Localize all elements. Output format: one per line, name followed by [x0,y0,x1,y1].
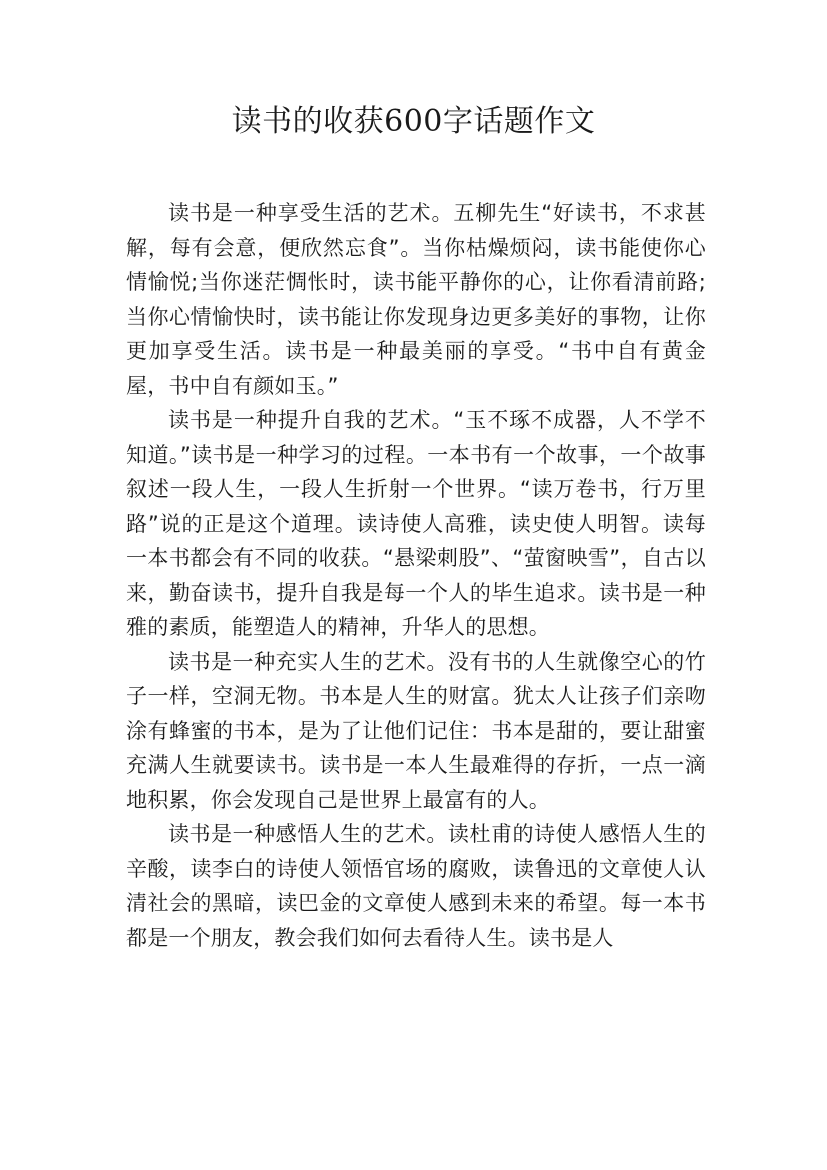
paragraph-2: 读书是一种提升自我的艺术。“玉不琢不成器，人不学不知道。”读书是一种学习的过程。一本书有一个故事，一个故事叙述一段人生，一段人生折射一个世界。“读万卷书，行万里路”说的正是这个道理。读诗使人高雅，读史使人明智。读每一本书都会有不同的收获。“悬梁刺股”、“萤窗映雪”，自古以来，勤奋读书，提升自我是每一个人的毕生追求。读书是一种雅的素质，能塑造人的精神，升华人的思想。 [126,408,706,639]
paragraph-1: 读书是一种享受生活的艺术。五柳先生“好读书，不求甚解，每有会意，便欣然忘食”。当你枯燥烦闷，读书能使你心情愉悦;当你迷茫惆怅时，读书能平静你的心，让你看清前路;当你心情愉快时，读书能让你发现身边更多美好的事物，让你更加享受生活。读书是一种最美丽的享受。“书中自有黄金屋，书中自有颜如玉。” [126,201,706,398]
document-body [126,196,706,955]
document-title: 读书的收获600字话题作文 [231,104,596,139]
paragraph-3: 读书是一种充实人生的艺术。没有书的人生就像空心的竹子一样，空洞无物。书本是人生的财富。犹太人让孩子们亲吻涂有蜂蜜的书本，是为了让他们记住：书本是甜的，要让甜蜜充满人生就要读书。读书是一本人生最难得的存折，一点一滴地积累，你会发现自己是世界上最富有的人。 [126,649,706,812]
paragraph-4: 读书是一种感悟人生的艺术。读杜甫的诗使人感悟人生的辛酸，读李白的诗使人领悟官场的腐败，读鲁迅的文章使人认清社会的黑暗，读巴金的文章使人感到未来的希望。每一本书都是一个朋友，教会我们如何去看待人生。读书是人 [126,822,706,950]
